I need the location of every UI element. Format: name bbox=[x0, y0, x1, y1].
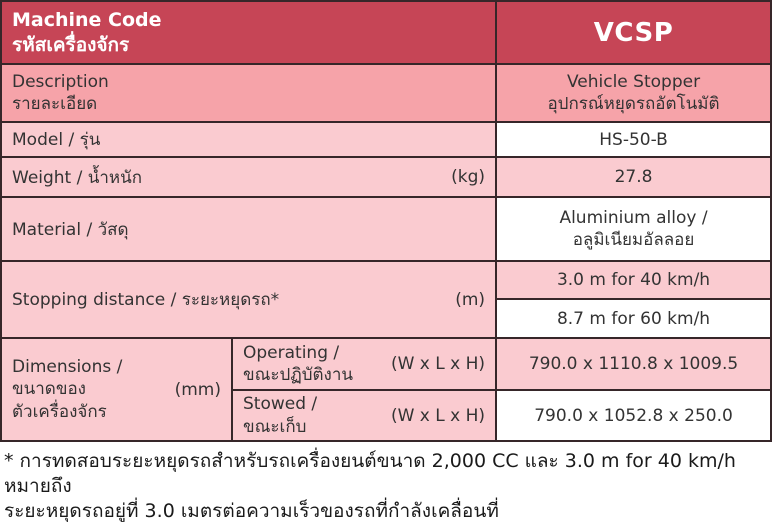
operating-label-en: Operating / bbox=[243, 342, 340, 363]
weight-label: Weight / น้ำหนัก bbox=[12, 167, 143, 188]
dimensions-stowed-label-cell bbox=[232, 390, 496, 441]
machine-code-label-th: รหัสเครื่องจักร bbox=[12, 33, 130, 56]
dimensions-operating-value-cell: 790.0 x 1110.8 x 1009.5 bbox=[496, 338, 771, 390]
stopping-distance-label: Stopping distance / ระยะหยุดรถ* bbox=[12, 290, 280, 310]
stopping-distance-label-cell bbox=[1, 261, 496, 338]
description-label-cell bbox=[1, 64, 496, 122]
stopping-distance-60-value-cell: 8.7 m for 60 km/h bbox=[496, 299, 771, 338]
dimensions-operating-row bbox=[1, 338, 771, 390]
weight-label-cell bbox=[1, 157, 496, 197]
footnote bbox=[0, 442, 775, 524]
description-label-en: Description bbox=[12, 71, 109, 92]
weight-value-cell: 27.8 bbox=[496, 157, 771, 197]
weight-unit: (kg) bbox=[451, 167, 486, 187]
description-row bbox=[1, 64, 771, 122]
stowed-label-en: Stowed / bbox=[243, 394, 318, 415]
stopping-distance-unit: (m) bbox=[455, 289, 486, 310]
description-label-th: รายละเอียด bbox=[12, 94, 98, 114]
dimensions-label-th-1: ขนาดของ bbox=[12, 379, 86, 400]
dimensions-label-en: Dimensions / bbox=[12, 357, 123, 378]
stowed-unit: (W x L x H) bbox=[390, 405, 486, 426]
material-value-cell bbox=[496, 197, 771, 261]
machine-code-header-cell bbox=[1, 1, 496, 64]
model-label-cell: Model / รุ่น bbox=[1, 122, 496, 157]
description-value-th: อุปกรณ์หยุดรถอัตโนมัติ bbox=[547, 94, 720, 114]
operating-unit: (W x L x H) bbox=[390, 354, 486, 374]
machine-code-value-cell: VCSP bbox=[496, 1, 771, 64]
dimensions-unit: (mm) bbox=[174, 379, 221, 400]
description-value-cell bbox=[496, 64, 771, 122]
header-row bbox=[1, 1, 771, 64]
stowed-label-th: ขณะเก็บ bbox=[243, 416, 307, 437]
model-row bbox=[1, 122, 771, 157]
dimensions-label-cell bbox=[1, 338, 232, 441]
dimensions-label-th-2: ตัวเครื่องจักร bbox=[12, 401, 107, 422]
stopping-distance-40-value-cell: 3.0 m for 40 km/h bbox=[496, 261, 771, 299]
dimensions-operating-label-cell bbox=[232, 338, 496, 390]
footnote-line-1: * การทดสอบระยะหยุดรถสำหรับรถเครื่องยนต์ขนาด 2,000 CC และ 3.0 m for 40 km/h หมายถึง bbox=[4, 450, 736, 498]
model-value-cell: HS-50-B bbox=[496, 122, 771, 157]
material-label-cell: Material / วัสดุ bbox=[1, 197, 496, 261]
operating-label-th: ขณะปฏิบัติงาน bbox=[243, 365, 354, 385]
footnote-line-2: ระยะหยุดรถอยู่ที่ 3.0 เมตรต่อความเร็วของรถที่กำลังเคลื่อนที่ bbox=[4, 500, 499, 523]
dimensions-stowed-value-cell: 790.0 x 1052.8 x 250.0 bbox=[496, 390, 771, 441]
weight-row bbox=[1, 157, 771, 197]
description-value-en: Vehicle Stopper bbox=[566, 71, 701, 92]
machine-code-label-en: Machine Code bbox=[12, 8, 162, 31]
material-value-th: อลูมิเนียมอัลลอย bbox=[572, 230, 695, 250]
material-row bbox=[1, 197, 771, 261]
stopping-distance-row-40 bbox=[1, 261, 771, 299]
material-value-en: Aluminium alloy / bbox=[559, 207, 708, 228]
